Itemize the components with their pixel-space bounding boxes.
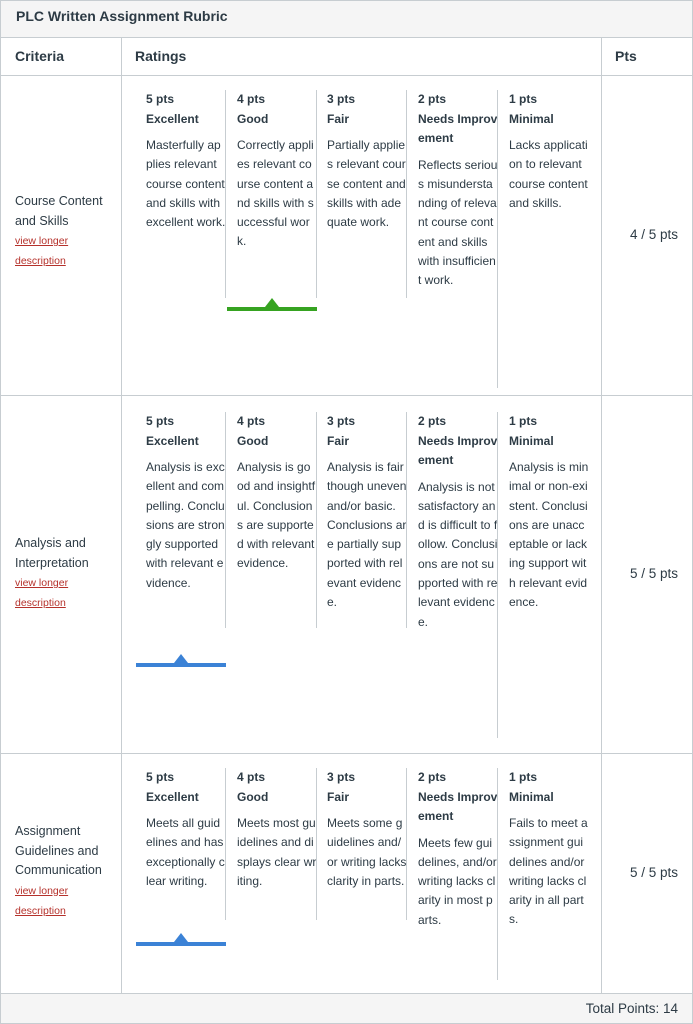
rating-points: 5 pts	[146, 414, 175, 428]
selected-rating-marker	[174, 933, 188, 942]
rating-points: 5 pts	[146, 770, 175, 784]
rating-cell[interactable]	[408, 412, 498, 738]
rating-name: Needs Improvement	[418, 789, 498, 823]
rating-name: Fair	[327, 433, 350, 448]
rating-cell[interactable]	[227, 768, 317, 980]
view-longer-description-link[interactable]: view longer description	[15, 235, 69, 267]
rating-name: Fair	[327, 111, 350, 126]
criterion-row	[0, 396, 693, 754]
rating-cell[interactable]	[227, 90, 317, 388]
rating-points: 3 pts	[327, 92, 356, 106]
rating-description: Partially applies relevant course content and skills with adequate work.	[327, 138, 406, 230]
rating-name: Minimal	[509, 111, 554, 126]
criteria-header: Criteria	[15, 48, 65, 64]
criterion-row	[0, 754, 693, 994]
rating-cell[interactable]	[499, 412, 589, 738]
rating-name: Minimal	[509, 433, 554, 448]
rating-cell[interactable]	[227, 412, 317, 738]
rating-description: Reflects serious misunderstanding of relevant course content and skills with insufficient work.	[418, 157, 498, 288]
rating-cell[interactable]	[136, 412, 226, 738]
criterion-description: Analysis and Interpretation	[15, 536, 89, 570]
criterion-description: Assignment Guidelines and Communication	[15, 824, 102, 877]
rating-description: Analysis is minimal or non-existent. Conclusions are unacceptable or lacking support with relevant evidence.	[509, 460, 589, 610]
criterion-cell	[15, 534, 115, 613]
view-longer-description-link[interactable]: view longer description	[15, 884, 69, 917]
rating-cell[interactable]	[317, 90, 407, 388]
rating-name: Excellent	[146, 111, 199, 126]
rating-name: Excellent	[146, 789, 199, 804]
rating-name: Good	[237, 433, 269, 448]
rating-name: Minimal	[509, 789, 554, 804]
criterion-score: 4 / 5 pts	[629, 227, 678, 242]
rating-points: 3 pts	[327, 770, 356, 784]
rating-points: 2 pts	[418, 92, 447, 106]
rating-description: Lacks application to relevant course content and skills.	[509, 138, 588, 210]
rubric-title-bar	[0, 0, 693, 38]
criterion-cell	[15, 822, 115, 921]
rating-cell[interactable]	[408, 768, 498, 980]
rating-name: Needs Improvement	[418, 433, 498, 467]
selected-rating-indicator	[136, 663, 226, 667]
criterion-score: 5 / 5 pts	[629, 865, 678, 880]
rating-description: Meets most guidelines and displays clear writing.	[237, 816, 317, 888]
selected-rating-marker	[174, 654, 188, 663]
ratings-header: Ratings	[135, 48, 187, 64]
criterion-row	[0, 76, 693, 396]
rubric-header-row	[0, 38, 693, 76]
rating-description: Masterfully applies relevant course content and skills with excellent work.	[146, 138, 226, 230]
rating-cell[interactable]	[136, 90, 226, 388]
rating-cell[interactable]	[499, 768, 589, 980]
rating-description: Analysis is excellent and compelling. Conclusions are strongly supported with relevant evidence.	[146, 460, 225, 590]
rubric-title: PLC Written Assignment Rubric	[16, 8, 228, 24]
rating-points: 4 pts	[237, 414, 266, 428]
rating-name: Good	[237, 789, 269, 804]
rating-points: 2 pts	[418, 414, 447, 428]
rating-description: Analysis is not satisfactory and is difficult to follow. Conclusions are not supported with relevant evidence.	[418, 479, 498, 629]
criterion-description: Course Content and Skills	[15, 194, 103, 228]
rating-name: Good	[237, 111, 269, 126]
view-longer-description-link[interactable]: view longer description	[15, 577, 69, 609]
rating-description: Correctly applies relevant course content and skills with successful work.	[237, 138, 314, 249]
rating-description: Meets some guidelines and/or writing lacks clarity in parts.	[327, 816, 407, 888]
rating-points: 1 pts	[509, 414, 538, 428]
rating-cell[interactable]	[136, 768, 226, 980]
rating-cell[interactable]	[408, 90, 498, 388]
selected-rating-marker	[265, 298, 279, 307]
rating-points: 5 pts	[146, 92, 175, 106]
rating-description: Fails to meet assignment guidelines and/or writing lacks clarity in all parts.	[509, 816, 588, 927]
rating-points: 2 pts	[418, 770, 447, 784]
rating-description: Analysis is good and insightful. Conclusions are supported with relevant evidence.	[237, 460, 316, 571]
rating-points: 4 pts	[237, 92, 266, 106]
total-points: Total Points: 14	[585, 1001, 678, 1016]
rating-points: 3 pts	[327, 414, 356, 428]
selected-rating-indicator	[227, 307, 317, 311]
rating-description: Meets few guidelines, and/or writing lacks clarity in most parts.	[418, 835, 497, 927]
rating-cell[interactable]	[499, 90, 589, 388]
criterion-cell	[15, 192, 115, 271]
rating-points: 1 pts	[509, 92, 538, 106]
rating-points: 4 pts	[237, 770, 266, 784]
rating-description: Meets all guidelines and has exceptionally clear writing.	[146, 816, 225, 888]
rating-name: Needs Improvement	[418, 111, 498, 145]
rating-cell[interactable]	[317, 412, 407, 738]
criterion-score: 5 / 5 pts	[629, 566, 678, 581]
rating-name: Fair	[327, 789, 350, 804]
rating-description: Analysis is fair though uneven and/or basic. Conclusions are partially supported with relevant evidence.	[327, 460, 407, 610]
rating-name: Excellent	[146, 433, 199, 448]
pts-header: Pts	[615, 48, 637, 64]
rating-points: 1 pts	[509, 770, 538, 784]
rubric-footer	[0, 994, 693, 1024]
selected-rating-indicator	[136, 942, 226, 946]
rating-cell[interactable]	[317, 768, 407, 980]
